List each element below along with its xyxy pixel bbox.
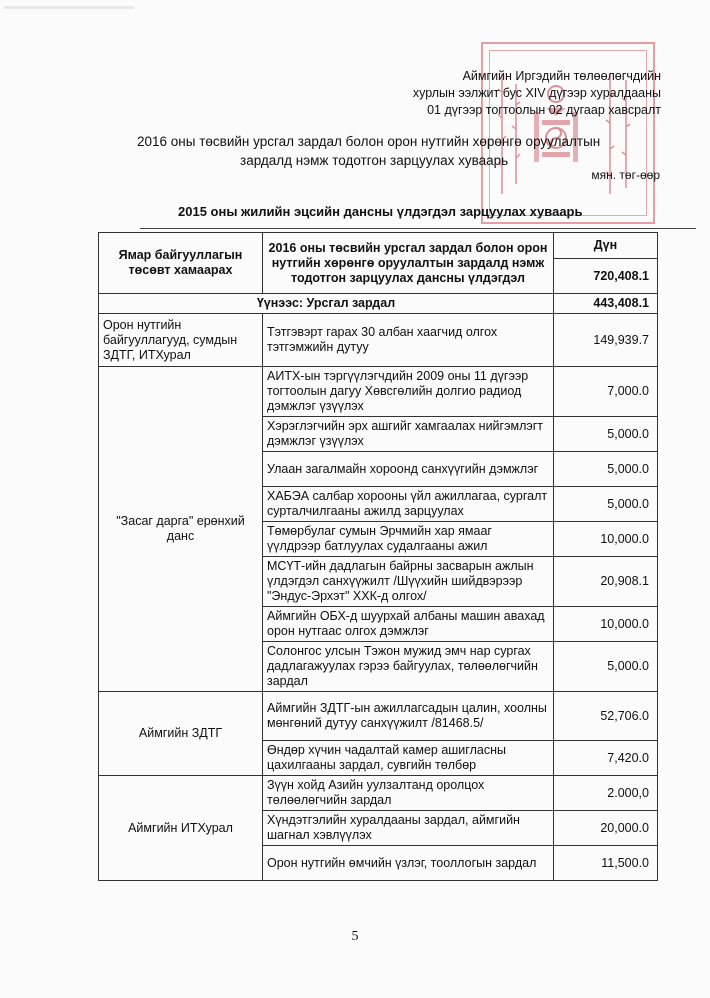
- table-row: [99, 314, 658, 367]
- desc-cell: Хэрэглэгчийн эрх ашгийг хамгаалах нийгэмлэгт дэмжлэг үзүүлэх: [263, 417, 554, 452]
- divider: [140, 228, 696, 229]
- grand-total: 720,408.1: [554, 259, 658, 294]
- desc-cell: Зүүн хойд Азийн уулзалтанд оролцох төлөөлөгчийн зардал: [263, 776, 554, 811]
- desc-cell: Аймгийн ЗДТГ-ын ажиллагсадын цалин, хоолны мөнгөний дутуу санхүүжилт /81468.5/: [263, 692, 554, 741]
- reference-line-1: Аймгийн Иргэдийн төлөөлөгчдийн: [462, 69, 661, 83]
- reference-line-3: 01 дүгээр тогтоолын 02 дугаар хавсралт: [427, 103, 661, 117]
- col-org-header: Ямар байгууллагын төсөвт хамаарах: [99, 233, 263, 294]
- desc-cell: Аймгийн ОБХ-д шуурхай албаны машин авахад орон нутгаас олгох дэмжлэг: [263, 607, 554, 642]
- amount-cell: 10,000.0: [554, 607, 658, 642]
- table-title: 2015 оны жилийн эцсийн дансны үлдэгдэл зарцуулах хуваарь: [178, 204, 583, 219]
- org-cell: Аймгийн ЗДТГ: [99, 692, 263, 776]
- amount-cell: 5,000.0: [554, 452, 658, 487]
- desc-cell: Улаан загалмайн хороонд санхүүгийн дэмжлэг: [263, 452, 554, 487]
- amount-cell: 7,000.0: [554, 367, 658, 417]
- desc-cell: Солонгос улсын Тэжон мужид эмч нар сургах дадлагажуулах гэрээ байгуулах, төлөөлөгчийн зардал: [263, 642, 554, 692]
- document-reference: [413, 68, 661, 119]
- section-total: 443,408.1: [554, 294, 658, 314]
- title-line-2: зардалд нэмж тодотгон зарцуулах хуваарь: [240, 153, 509, 168]
- desc-cell: МСҮТ-ийн дадлагын байрны засварын ажлын үлдэгдэл санхүүжилт /Шүүхийн шийдвэрээр "Эндус-Эрхэт" ХХК-д олгох/: [263, 557, 554, 607]
- amount-cell: 52,706.0: [554, 692, 658, 741]
- page-number: 5: [351, 929, 359, 944]
- col-desc-header: 2016 оны төсвийн урсгал зардал болон орон нутгийн хөрөнгө оруулалтын зардалд нэмж тодотгон зарцуулах дансны үлдэгдэл: [263, 233, 554, 294]
- reference-line-2: хурлын ээлжит бус XIV дүгээр хуралдааны: [412, 86, 661, 100]
- amount-cell: 2.000,0: [554, 776, 658, 811]
- amount-cell: 149,939.7: [554, 314, 658, 367]
- amount-cell: 5,000.0: [554, 487, 658, 522]
- table-row: [99, 367, 658, 417]
- amount-cell: 7,420.0: [554, 741, 658, 776]
- section-label: Үүнээс: Урсгал зардал: [99, 294, 554, 314]
- desc-cell: Тэтгэвэрт гарах 30 албан хаагчид олгох тэтгэмжийн дутуу: [263, 314, 554, 367]
- org-cell: Аймгийн ИТХурал: [99, 776, 263, 881]
- desc-cell: ХАБЭА салбар хорооны үйл ажиллагаа, сургалт сурталчилгааны ажилд зарцуулах: [263, 487, 554, 522]
- col-amount-header: Дүн: [554, 233, 658, 259]
- amount-cell: 5,000.0: [554, 642, 658, 692]
- desc-cell: Орон нутгийн өмчийн үзлэг, тооллогын зардал: [263, 846, 554, 881]
- document-title: [137, 132, 657, 170]
- section-row: [99, 294, 658, 314]
- amount-cell: 20,000.0: [554, 811, 658, 846]
- table-row: [99, 692, 658, 741]
- table-row: [99, 776, 658, 811]
- desc-cell: Төмөрбулаг сумын Эрчмийн хар ямааг үүлдрээр батлуулах судалгааны ажил: [263, 522, 554, 557]
- unit-note: мян. төг-өөр: [591, 168, 660, 182]
- desc-cell: Хүндэтгэлийн хуралдааны зардал, аймгийн шагнал хэвлүүлэх: [263, 811, 554, 846]
- title-line-1: 2016 оны төсвийн урсгал зардал болон орон нутгийн хөрөнгө оруулалтын: [137, 134, 601, 149]
- amount-cell: 10,000.0: [554, 522, 658, 557]
- amount-cell: 5,000.0: [554, 417, 658, 452]
- table-header-row: [99, 233, 658, 259]
- amount-cell: 11,500.0: [554, 846, 658, 881]
- amount-cell: 20,908.1: [554, 557, 658, 607]
- org-cell: Орон нутгийн байгууллагууд, сумдын ЗДТГ, ИТХурал: [99, 314, 263, 367]
- org-cell: "Засаг дарга" ерөнхий данс: [99, 367, 263, 692]
- allocation-table: [98, 232, 658, 881]
- desc-cell: АИТХ-ын тэргүүлэгчдийн 2009 оны 11 дүгээр тогтоолын дагуу Хөвсгөлийн долгио радиод дэмжлэг үзүүлэх: [263, 367, 554, 417]
- desc-cell: Өндөр хүчин чадалтай камер ашигласны цахилгааны зардал, сувгийн төлбөр: [263, 741, 554, 776]
- scan-artifact: [4, 6, 134, 9]
